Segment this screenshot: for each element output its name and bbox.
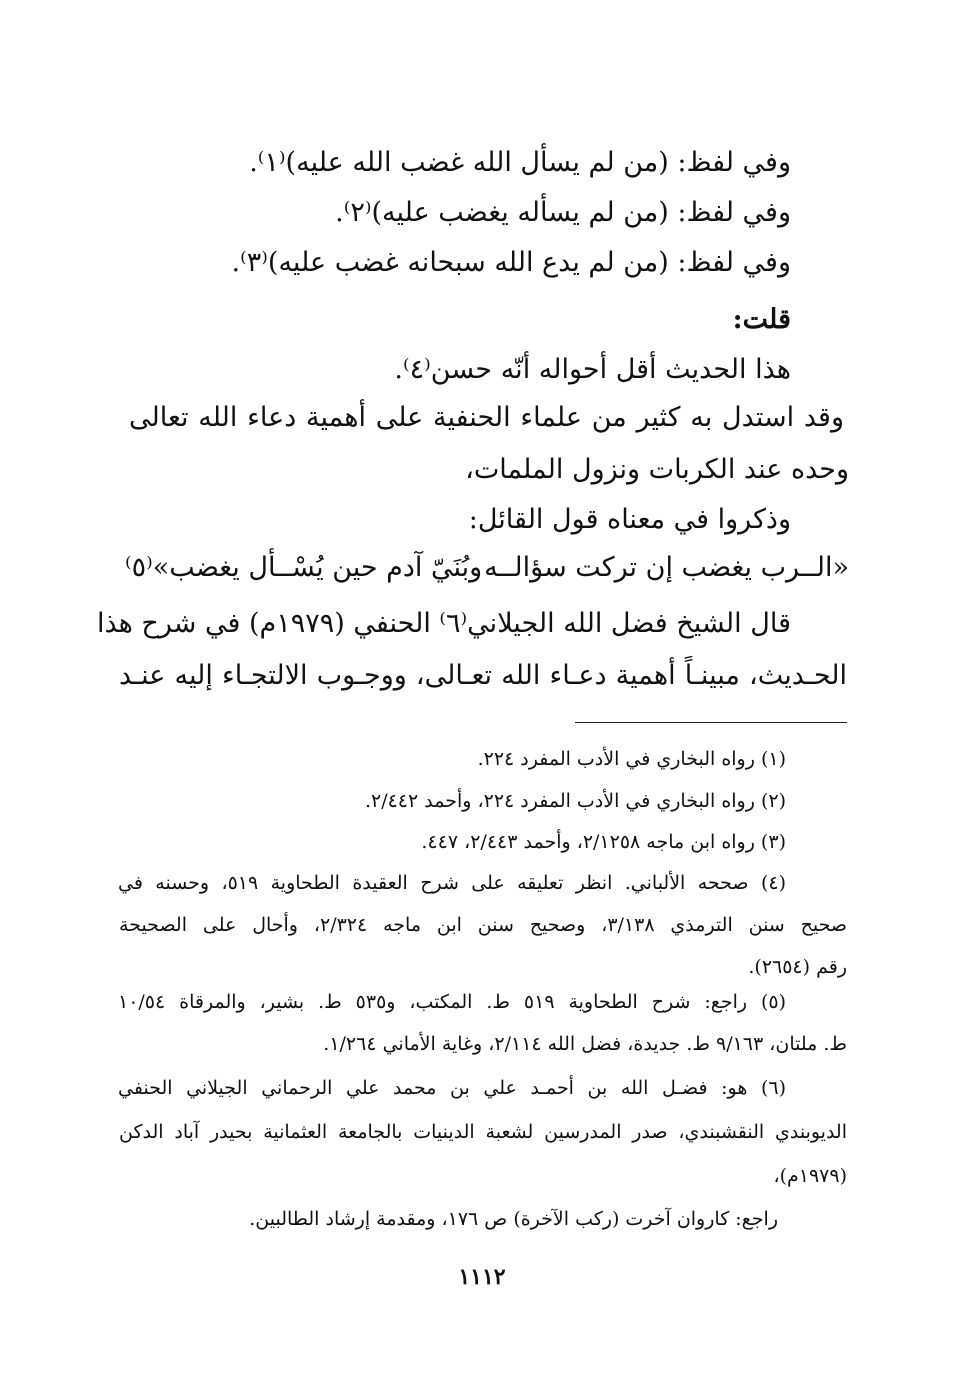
verse-first-hemistich: «الــرب يغضب إن تركت سؤالــه (484, 552, 849, 583)
footnote-2: (٢) رواه البخاري في الأدب المفرد ٢٢٤، وأحمد ٢/٤٤٢. (364, 790, 786, 812)
body-line-8: وذكروا في معناه قول القائل: (468, 504, 791, 535)
footnote-separator (575, 722, 847, 723)
footnote-6-line-1: (٦) هو: فضـل الله بن أحمـد علي بن محمد علي الرحماني الجيلاني الحنفي (118, 1077, 786, 1099)
verse-second-hemistich: وبُنَيّ آدم حين يُسْــأل يغضب»⁽٥⁾ (125, 552, 483, 583)
body-line-7: وحده عند الكربات ونزول الملمات، (465, 454, 849, 485)
footnote-1: (١) رواه البخاري في الأدب المفرد ٢٢٤. (477, 748, 786, 770)
body-line-qult: قلت: (732, 304, 791, 335)
footnote-6-line-2: الديوبندي النقشبندي، صدر المدرسين لشعبة الدينيات بالجامعة العثمانية بحيدر آباد الدكن (119, 1121, 847, 1143)
footnote-5-line-1: (٥) راجع: شرح الطحاوية ٥١٩ ط. المكتب، و٥٣٥ ط. بشير، والمرقاة ١٠/٥٤ (118, 991, 786, 1013)
footnote-4-line-1: (٤) صححه الألباني. انظر تعليقه على شرح العقيدة الطحاوية ٥١٩، وحسنه في (118, 872, 786, 894)
body-line-10: قال الشيخ فضل الله الجيلاني⁽٦⁾ الحنفي (١٩٧٩م) في شرح هذا (96, 608, 791, 639)
body-line-3: وفي لفظ: (من لم يدع الله سبحانه غضب عليه)⁽٣⁾. (231, 247, 791, 278)
footnote-6-line-3: (١٩٧٩م)، (773, 1165, 847, 1187)
footnote-4-line-3: رقم (٢٦٥٤). (748, 956, 847, 978)
body-line-2: وفي لفظ: (من لم يسأله يغضب عليه)⁽٢⁾. (335, 197, 791, 228)
footnote-3: (٣) رواه ابن ماجه ٢/١٢٥٨، وأحمد ٢/٤٤٣، ٤٤٧. (421, 831, 786, 853)
body-line-6: وقد استدل به كثير من علماء الحنفية على أهمية دعاء الله تعالى (129, 402, 844, 433)
body-line-1: وفي لفظ: (من لم يسأل الله غضب الله عليه)⁽١⁾. (249, 147, 791, 178)
footnote-4-line-2: صحيح سنن الترمذي ٣/١٣٨، وصحيح سنن ابن ماجه ٢/٣٢٤، وأحال على الصحيحة (119, 914, 847, 936)
body-line-11: الحـديث، مبينـاً أهمية دعـاء الله تعـالى، ووجـوب الالتجـاء إليه عنـد (119, 660, 847, 691)
footnote-6-line-4: راجع: كاروان آخرت (ركب الآخرة) ص ١٧٦، ومقدمة إرشاد الطالبين. (249, 1208, 778, 1230)
body-line-5: هذا الحديث أقل أحواله أنّه حسن⁽٤⁾. (394, 354, 791, 385)
page-number: ١١١٢ (458, 1264, 506, 1290)
footnote-5-line-2: ط. ملتان، ٩/١٦٣ ط. جديدة، فضل الله ٢/١١٤، وغاية الأماني ١/٢٦٤. (323, 1033, 847, 1055)
